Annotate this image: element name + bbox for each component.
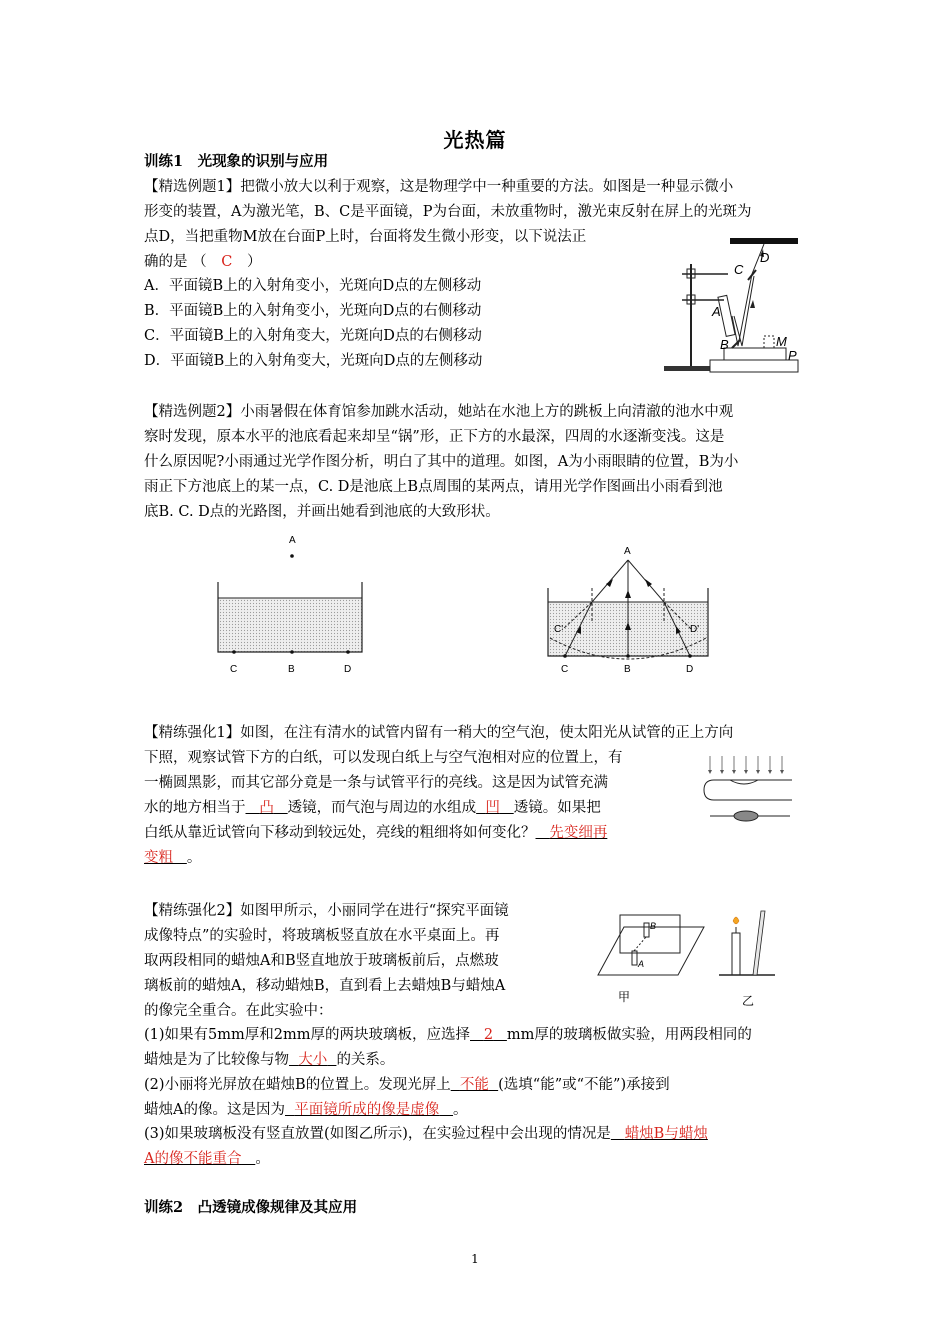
p2-q2-answer-cannot xyxy=(451,1077,498,1093)
p1-answer-change-part1-text: 先变细再 xyxy=(549,825,608,841)
ex1-option-b: B．平面镜B上的入射角变小，光斑向D点的右侧移动 xyxy=(144,303,482,319)
p2-q1-answer-size-text: 大小 xyxy=(298,1052,328,1068)
fig1-label-b: B xyxy=(720,337,729,352)
fig2b-label-c-prime: C' xyxy=(554,624,564,635)
fig2a-label-a: A xyxy=(289,535,296,546)
p2-q3-answer-part1 xyxy=(611,1126,708,1142)
p1-line-4 xyxy=(144,798,601,818)
p1-l4-text-a: 水的地方相当于 xyxy=(144,800,246,816)
fig2b-label-a: A xyxy=(624,546,631,557)
p2-q2-text-c: 蜡烛A的像。这是因为 xyxy=(144,1102,285,1118)
p1-answer-change-part1 xyxy=(536,825,608,841)
p2-line-5: 的像完全重合。在此实验中： xyxy=(144,1003,333,1019)
p2-q3-text-a: (3)如果玻璃板没有竖直放置(如图乙所示)，在实验过程中会出现的情况是 xyxy=(144,1126,611,1142)
fig1-label-p: P xyxy=(788,348,797,363)
p2-q1-text-c: 蜡烛是为了比较像与物 xyxy=(144,1052,289,1068)
p2-q1-text-d: 的关系。 xyxy=(336,1052,395,1068)
p2-q2-text-b: (选填“能”或“不能”)承接到 xyxy=(498,1077,670,1093)
pool-figure-problem xyxy=(210,530,370,680)
p2-line-3: 取两段相同的蜡烛A和B竖直地放于玻璃板前后，点燃玻 xyxy=(144,953,499,969)
ex1-line-4 xyxy=(144,252,261,272)
ex1-stem-close: ） xyxy=(246,254,262,270)
ex2-line-2: 察时发现，原本水平的池底看起来却呈“锅”形，正下方的水最深，四周的水逐渐变浅。这是 xyxy=(144,429,725,445)
p1-answer-convex xyxy=(246,800,288,816)
ex2-line-5: 底B. C. D点的光路图，并画出她看到池底的大致形状。 xyxy=(144,504,500,520)
laser-apparatus-figure xyxy=(660,236,810,376)
p1-line-1: 【精练强化1】如图，在注有清水的试管内留有一稍大的空气泡，使太阳光从试管的正上方向 xyxy=(144,725,734,741)
p2-q1-answer-thickness-text: 2 xyxy=(483,1027,494,1043)
fig3-label-b: B xyxy=(650,921,657,931)
p1-l5-text: 白纸从靠近试管向下移动到较远处，亮线的粗细将如何变化？ xyxy=(144,825,536,841)
p2-q2-answer-reason xyxy=(285,1102,453,1118)
p2-question-1-line-2 xyxy=(144,1050,394,1070)
ex1-option-a: A．平面镜B上的入射角变小，光斑向D点的左侧移动 xyxy=(144,278,482,294)
tilted-glass-figure-yi xyxy=(715,905,785,1010)
section-heading-1: 训练1 光现象的识别与应用 xyxy=(144,153,329,170)
p1-line-6 xyxy=(144,848,201,868)
fig3-label-a: A xyxy=(638,959,645,969)
ex1-option-d: D．平面镜B上的入射角变大，光斑向D点的左侧移动 xyxy=(144,353,483,369)
p2-question-3-line-2 xyxy=(144,1149,270,1169)
fig-caption-yi: 乙 xyxy=(742,994,755,1008)
p2-q2-answer-cannot-text: 不能 xyxy=(459,1077,489,1093)
section-heading-2: 训练2 凸透镜成像规律及其应用 xyxy=(144,1199,358,1216)
p2-q2-text-d: 。 xyxy=(453,1102,468,1118)
p2-q1-text-a: (1)如果有5mm厚和2mm厚的两块玻璃板，应选择 xyxy=(144,1027,470,1043)
p1-l6-end: 。 xyxy=(186,850,202,866)
ex2-line-1: 【精选例题2】小雨暑假在体育馆参加跳水活动，她站在水池上方的跳板上向清澈的池水中观 xyxy=(144,404,734,420)
pool-figure-solution xyxy=(540,540,715,680)
ex1-line-2: 形变的装置，A为激光笔，B、C是平面镜，P为台面，未放重物时，激光束反射在屏上的光斑为 xyxy=(144,204,752,220)
fig1-label-a: A xyxy=(712,304,721,319)
p1-answer-concave xyxy=(476,800,514,816)
p2-q3-end: 。 xyxy=(255,1151,270,1167)
ex1-answer: C xyxy=(221,254,233,270)
ex1-option-c: C．平面镜B上的入射角变大，光斑向D点的右侧移动 xyxy=(144,328,482,344)
page-title: 光热篇 xyxy=(443,128,507,152)
ex2-line-4: 雨正下方池底上的某一点，C. D是池底上B点周围的某两点，请用光学作图画出小雨看到池 xyxy=(144,479,723,495)
fig2b-label-d-prime: D' xyxy=(690,624,700,635)
fig2b-label-b: B xyxy=(624,664,631,675)
p2-q1-answer-size xyxy=(289,1052,336,1068)
p1-answer-concave-text: 凹 xyxy=(485,800,500,816)
p2-line-2: 成像特点”的实验时，将玻璃板竖直放在水平桌面上。再 xyxy=(144,928,500,944)
p1-line-2: 下照，观察试管下方的白纸，可以发现白纸上与空气泡相对应的位置上，有 xyxy=(144,750,623,766)
fig2a-label-c: C xyxy=(230,664,238,675)
ex1-line-3: 点D，当把重物M放在台面P上时，台面将发生微小形变，以下说法正 xyxy=(144,229,587,245)
p1-line-5 xyxy=(144,823,607,843)
p2-q3-answer-part1-text: 蜡烛B与蜡烛 xyxy=(624,1126,708,1142)
p2-q2-text-a: (2)小丽将光屏放在蜡烛B的位置上。发现光屏上 xyxy=(144,1077,451,1093)
p2-q1-text-b: mm厚的玻璃板做实验，用两段相同的 xyxy=(506,1027,752,1043)
fig2a-label-b: B xyxy=(288,664,295,675)
fig2b-label-d: D xyxy=(686,664,694,675)
p2-question-2-line-2 xyxy=(144,1100,468,1120)
ex1-stem-text: 确的是 （ xyxy=(144,254,207,270)
p1-answer-convex-text: 凸 xyxy=(259,800,274,816)
p2-q3-answer-part2-text: A的像不能重合 xyxy=(144,1151,242,1167)
test-tube-figure xyxy=(700,752,795,832)
p2-q2-answer-reason-text: 平面镜所成的像是虚像 xyxy=(294,1102,440,1118)
p2-q3-answer-part2 xyxy=(144,1151,255,1167)
p2-line-1: 【精练强化2】如图甲所示，小丽同学在进行“探究平面镜 xyxy=(144,903,509,919)
p2-question-1-line-1 xyxy=(144,1025,752,1045)
fig-caption-jia: 甲 xyxy=(618,990,631,1004)
page-number: 1 xyxy=(471,1252,479,1266)
fig2b-label-c: C xyxy=(561,664,569,675)
p1-line-3: 一椭圆黑影，而其它部分竟是一条与试管平行的亮线。这是因为试管充满 xyxy=(144,775,608,791)
p2-q1-answer-thickness xyxy=(470,1027,507,1043)
fig1-label-m: M xyxy=(776,334,787,349)
ex1-line-1: 【精选例题1】把微小放大以利于观察，这是物理学中一种重要的方法。如图是一种显示微小 xyxy=(144,179,734,195)
p1-answer-change-part2-text: 变粗 xyxy=(144,850,173,866)
mirror-experiment-figure-jia xyxy=(596,905,706,1010)
fig1-label-c: C xyxy=(734,262,744,277)
fig2a-label-d: D xyxy=(344,664,352,675)
p2-line-4: 璃板前的蜡烛A，移动蜡烛B，直到看上去蜡烛B与蜡烛A xyxy=(144,978,506,994)
p1-l4-text-c: 透镜。如果把 xyxy=(513,800,601,816)
p2-question-3-line-1 xyxy=(144,1124,708,1144)
p1-answer-change-part2 xyxy=(144,850,187,866)
fig1-label-d: D xyxy=(760,250,770,265)
p2-question-2-line-1 xyxy=(144,1075,670,1095)
ex2-line-3: 什么原因呢?小雨通过光学作图分析，明白了其中的道理。如图，A为小雨眼睛的位置，B为小 xyxy=(144,454,739,470)
p1-l4-text-b: 透镜，而气泡与周边的水组成 xyxy=(287,800,477,816)
